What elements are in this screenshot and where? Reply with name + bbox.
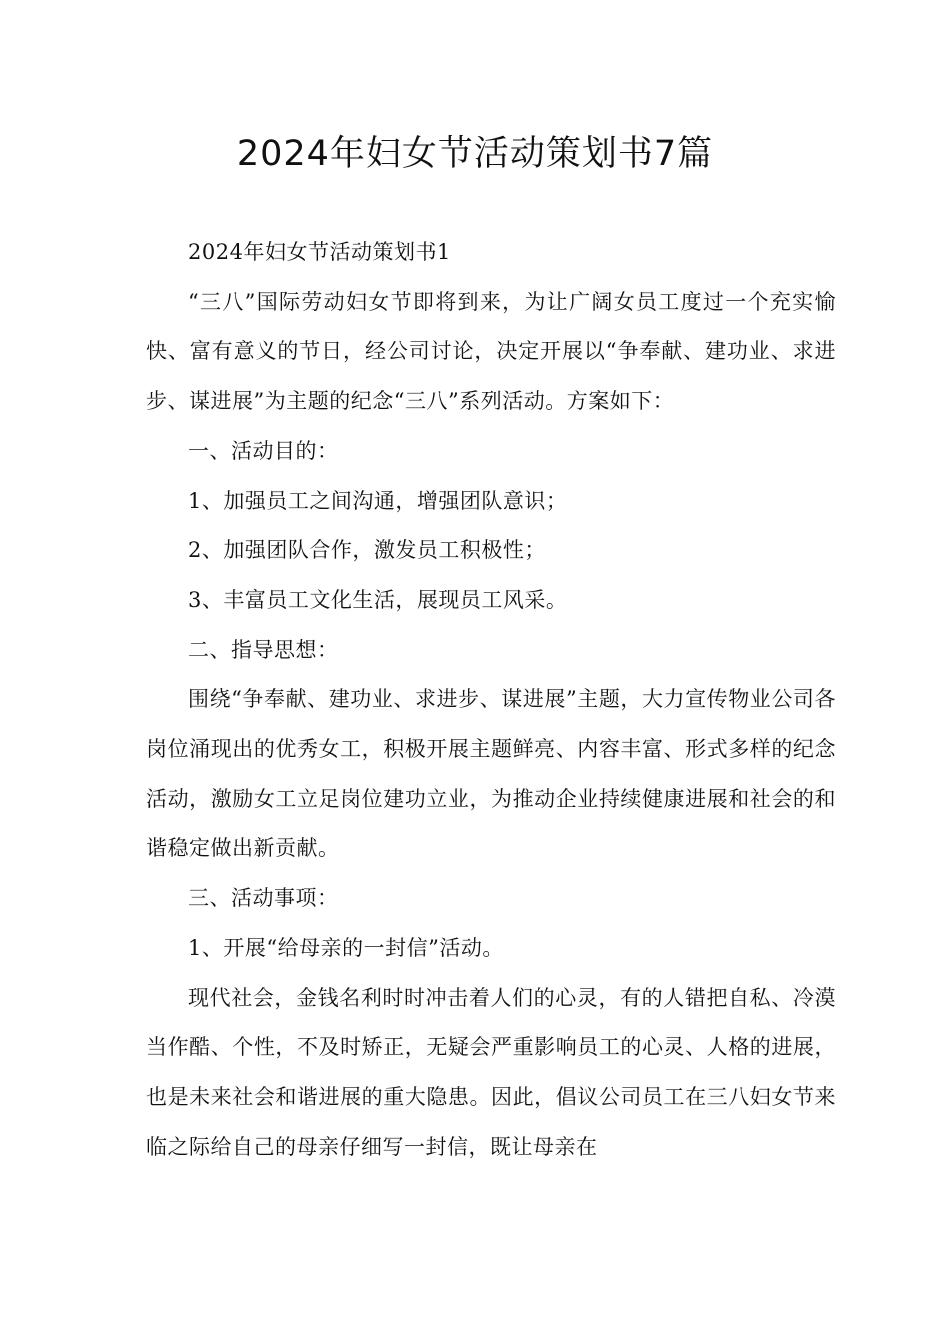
paragraph: “三八”国际劳动妇女节即将到来，为让广阔女员工度过一个充实愉快、富有意义的节日，经公司讨论，决定开展以“争奉献、建功业、求进步、谋进展”为主题的纪念“三八”系列活动。方案如下： [146, 289, 836, 414]
list-item: 1、加强员工之间沟通，增强团队意识； [188, 488, 568, 513]
document-title: 2024年妇女节活动策划书7篇 [236, 134, 714, 174]
section-heading: 二、指导思想： [188, 637, 339, 662]
section-heading: 一、活动目的： [188, 438, 339, 463]
section-heading: 2024年妇女节活动策划书1 [188, 240, 451, 264]
paragraph: 现代社会，金钱名利时时冲击着人们的心灵，有的人错把自私、冷漠当作酷、个性，不及时矫正，无疑会严重影响员工的心灵、人格的进展，也是未来社会和谐进展的重大隐患。因此，倡议公司员工在三八妇女节来临之际给自己的母亲仔细写一封信，既让母亲在 [146, 985, 836, 1159]
list-item: 3、丰富员工文化生活，展现员工风采。 [188, 587, 568, 612]
paragraph: 围绕“争奉献、建功业、求进步、谋进展”主题，大力宣传物业公司各岗位涌现出的优秀女工，积极开展主题鲜亮、内容丰富、形式多样的纪念活动，激励女工立足岗位建功立业，为推动企业持续健康进展和社会的和谐稳定做出新贡献。 [146, 687, 836, 861]
document-body [146, 228, 836, 1172]
list-item: 2、加强团队合作，激发员工积极性； [188, 538, 546, 563]
section-heading: 三、活动事项： [188, 886, 339, 911]
list-item: 1、开展“给母亲的一封信”活动。 [188, 935, 504, 960]
